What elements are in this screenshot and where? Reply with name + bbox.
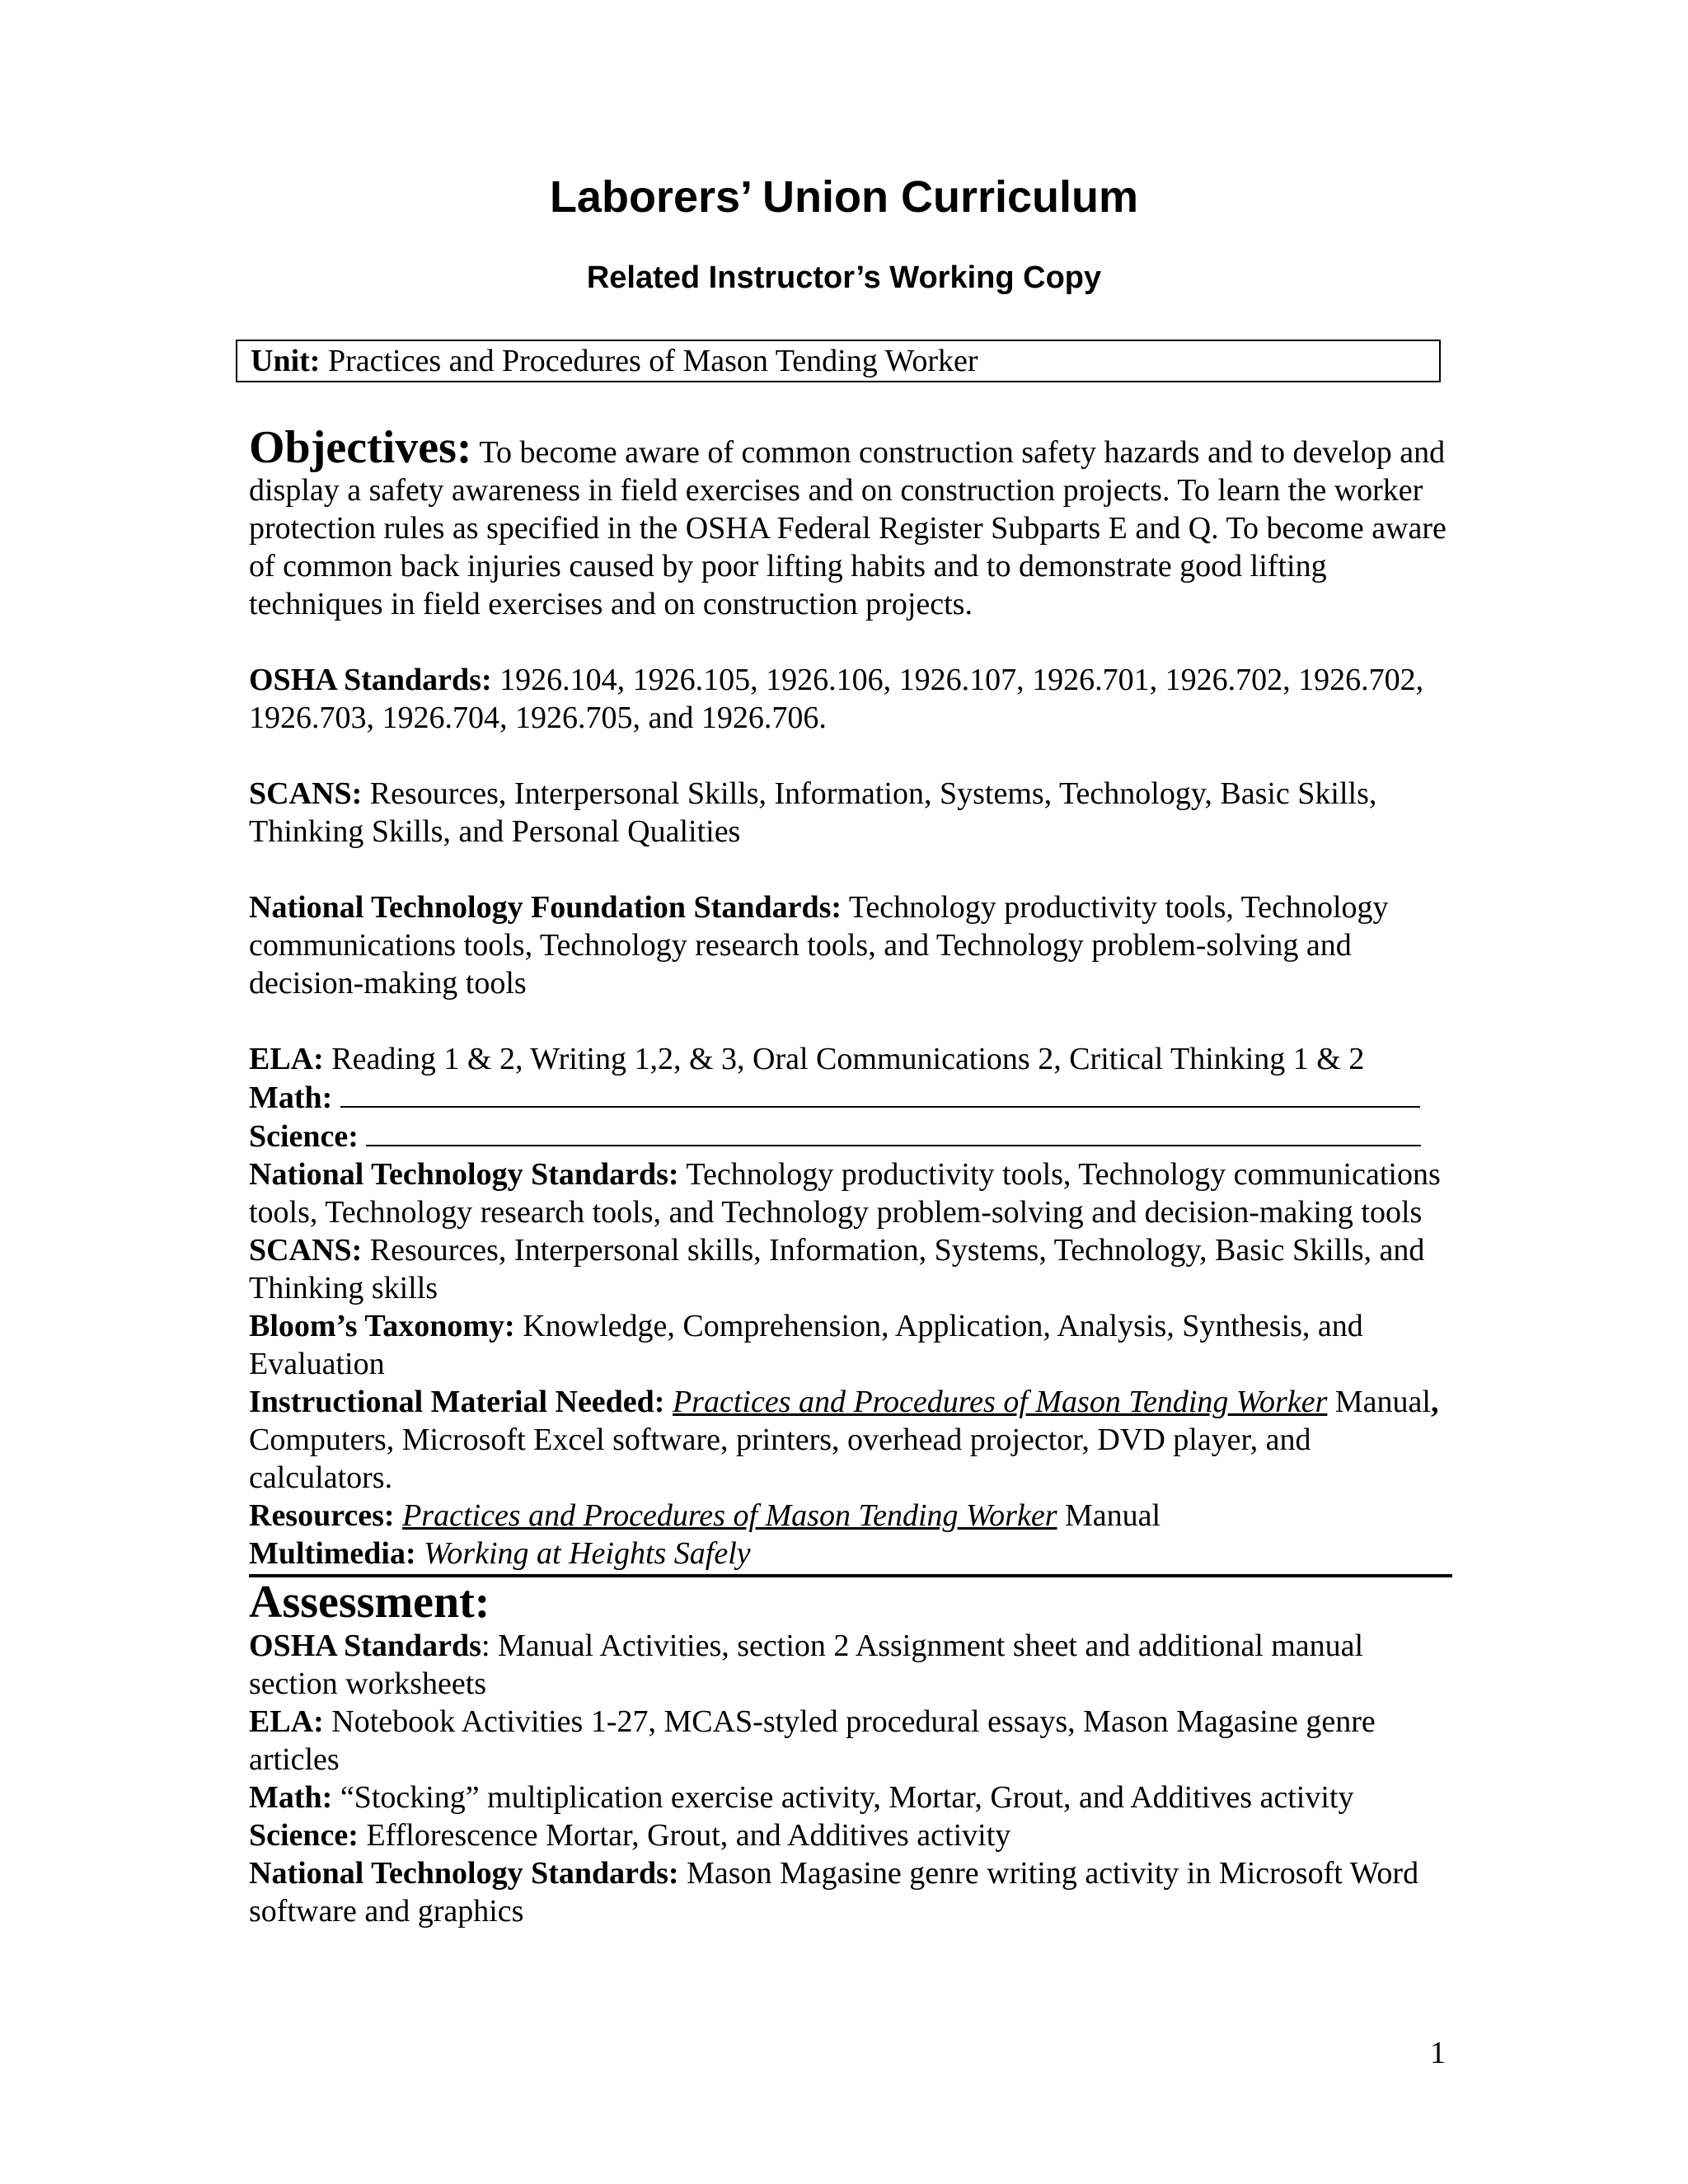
resources-paragraph [249,1497,1452,1535]
assessment-science-label: Science: [249,1818,359,1853]
ntfs-label: National Technology Foundation Standards: [249,890,842,925]
multimedia-label: Multimedia: [249,1536,416,1571]
scans-label: SCANS: [249,776,363,811]
ela-text: Reading 1 & 2, Writing 1,2, & 3, Oral Communications 2, Critical Thinking 1 & 2 [331,1042,1365,1076]
nts-label: National Technology Standards: [249,1157,679,1192]
document-title: Laborers’ Union Curriculum [549,172,1139,222]
osha-text: 1926.104, 1926.105, 1926.106, 1926.107, 1926.701, 1926.702, 1926.702, 1926.703, 1926.704, 1926.705, and 1926.706. [249,663,1424,735]
scans-paragraph [249,775,1452,851]
material-manual: Manual [1334,1385,1431,1419]
multimedia-value: Working at Heights Safely [424,1536,751,1571]
osha-label: OSHA Standards: [249,663,492,697]
osha-paragraph [249,661,1452,737]
science-line [249,1117,1452,1155]
math-blank-line [340,1078,1420,1108]
assessment-nts-text: Mason Magasine genre writing activity in Microsoft Word software and graphics [249,1856,1419,1929]
math-label: Math: [249,1080,333,1115]
resources-title: Practices and Procedures of Mason Tending Worker [402,1498,1057,1533]
scans2-label: SCANS: [249,1233,363,1268]
science-blank-line [366,1117,1421,1146]
assessment-math-text: “Stocking” multiplication exercise activity, Mortar, Grout, and Additives activity [340,1780,1354,1815]
objectives-paragraph [249,424,1452,623]
scans-text: Resources, Interpersonal Skills, Information, Systems, Technology, Basic Skills, Thinking Skills, and Personal Qualities [249,776,1377,849]
nts-paragraph [249,1155,1452,1231]
material-rest: Computers, Microsoft Excel software, printers, overhead projector, DVD player, and calculators. [249,1422,1311,1495]
unit-value: Practices and Procedures of Mason Tending Worker [327,344,978,378]
assessment-nts-label: National Technology Standards: [249,1856,679,1891]
ntfs-text: Technology productivity tools, Technology communications tools, Technology research tools, and Technology problem-solving and decision-making tools [249,890,1389,1001]
assessment-osha-label: OSHA Standards [249,1629,481,1663]
document-body [249,424,1452,1930]
unit-label: Unit: [251,344,321,378]
material-paragraph [249,1383,1452,1497]
objectives-label: Objectives: [249,422,472,473]
nts-text: Technology productivity tools, Technology communications tools, Technology research tools, and Technology problem-solving and decision-making tools [249,1157,1441,1230]
resources-manual: Manual [1065,1498,1161,1533]
material-title: Practices and Procedures of Mason Tending Worker [672,1385,1328,1419]
assessment-osha [249,1627,1452,1703]
bloom-text: Knowledge, Comprehension, Application, Analysis, Synthesis, and Evaluation [249,1309,1363,1381]
assessment-science-text: Efflorescence Mortar, Grout, and Additives activity [366,1818,1011,1853]
assessment-osha-text: : Manual Activities, section 2 Assignment sheet and additional manual section worksheets [249,1629,1364,1701]
bloom-label: Bloom’s Taxonomy: [249,1309,515,1343]
unit-box [236,340,1441,382]
assessment-nts [249,1854,1452,1930]
multimedia-line [249,1535,1452,1577]
assessment-math [249,1779,1452,1816]
document-subtitle: Related Instructor’s Working Copy [586,260,1102,295]
objectives-text: To become aware of common construction safety hazards and to develop and display a safety awareness in field exercises and on construction projects. To learn the worker protection rules as specified in the OSHA Federal Register Subparts E and Q. To become aware of common back injuries caused by poor lifting habits and to demonstrate good lifting techniques in field exercises and on construction projects. [249,435,1447,621]
ela-label: ELA: [249,1042,324,1076]
scans2-text: Resources, Interpersonal skills, Information, Systems, Technology, Basic Skills, and Thinking skills [249,1233,1425,1305]
resources-label: Resources: [249,1498,395,1533]
bloom-paragraph [249,1307,1452,1383]
assessment-science [249,1816,1452,1854]
assessment-ela-text: Notebook Activities 1-27, MCAS-styled procedural essays, Mason Magasine genre articles [249,1704,1376,1777]
page-number: 1 [1430,2036,1446,2070]
material-comma: , [1430,1385,1439,1419]
scans2-paragraph [249,1231,1452,1307]
assessment-ela [249,1703,1452,1779]
assessment-ela-label: ELA: [249,1704,324,1739]
assessment-heading: Assessment: [249,1577,490,1628]
ntfs-paragraph [249,888,1452,1002]
science-label: Science: [249,1119,359,1154]
assessment-math-label: Math: [249,1780,333,1815]
material-label: Instructional Material Needed: [249,1385,665,1419]
math-line [249,1078,1452,1117]
ela-paragraph [249,1040,1452,1078]
